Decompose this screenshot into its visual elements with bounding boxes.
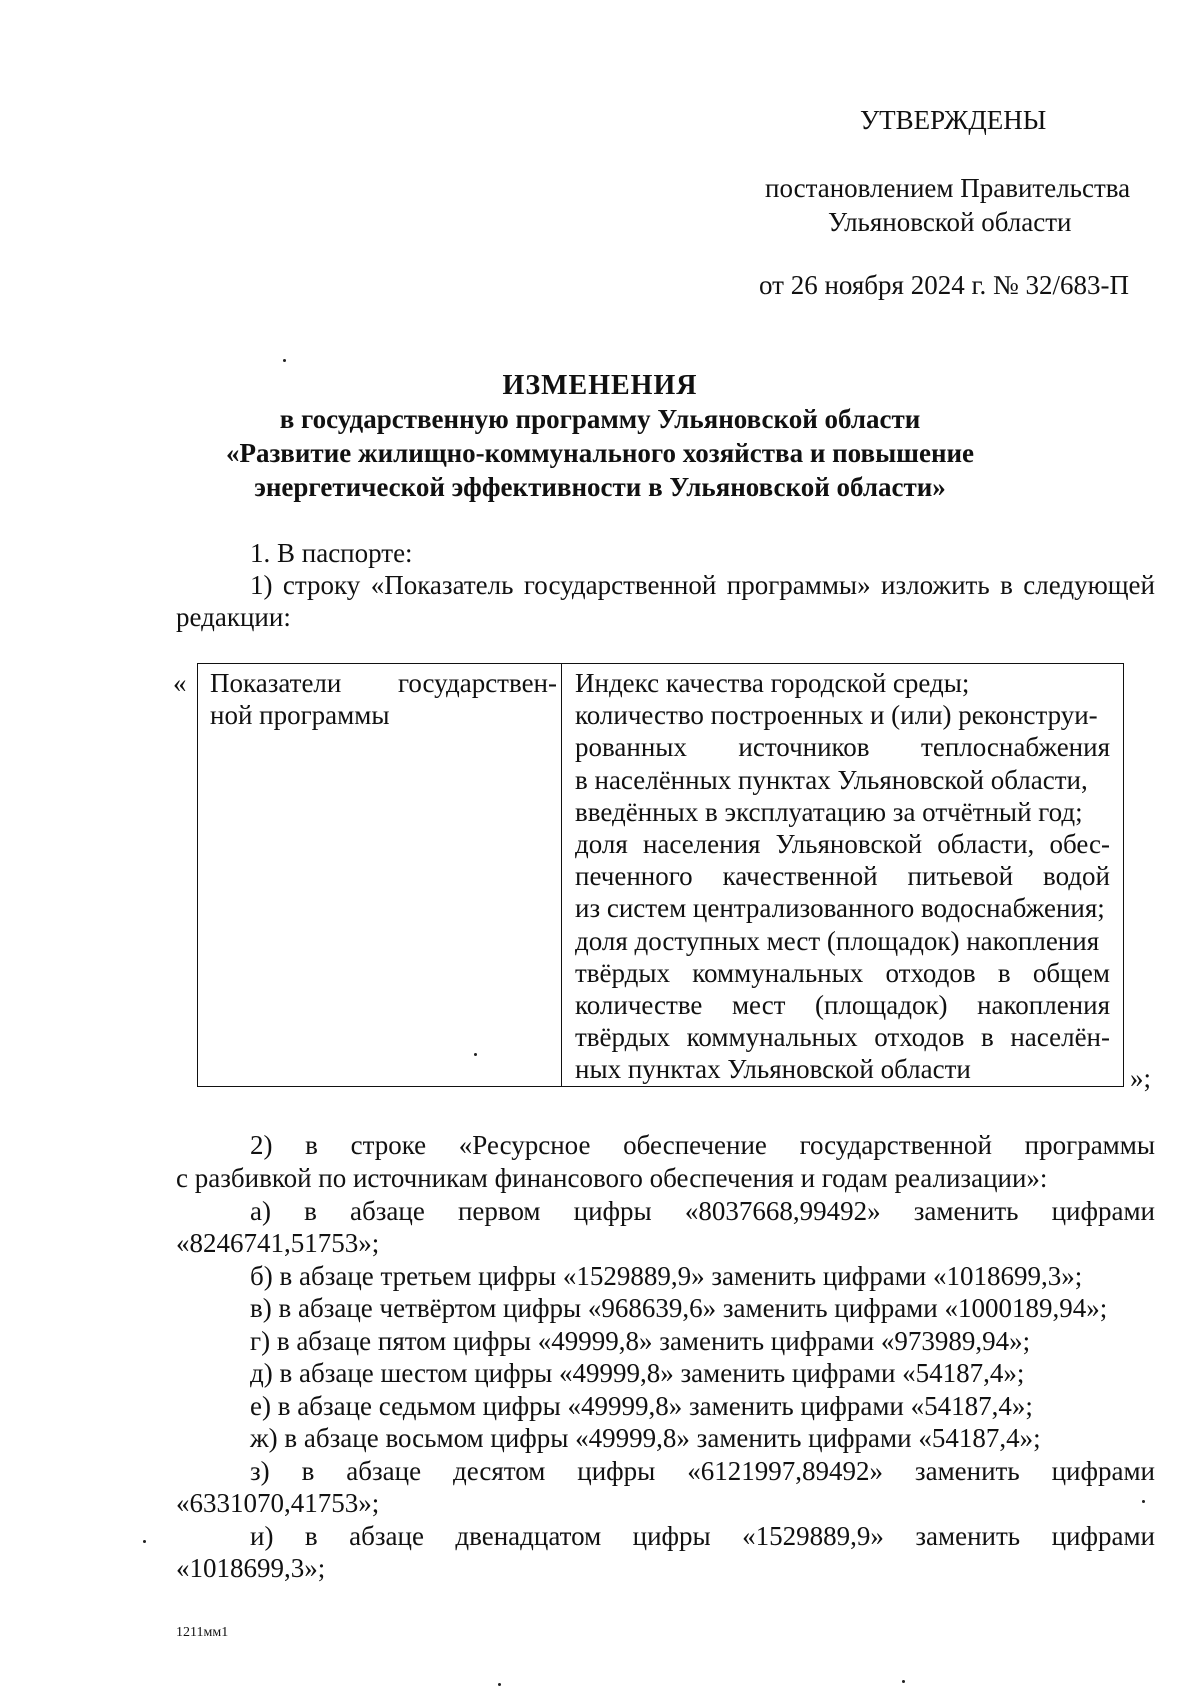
item-2-g: г) в абзаце пятом цифры «49999,8» заменить цифрами «973989,94»; [250,1326,1031,1356]
footer-code: 1211мм1 [176,1625,229,1640]
section-1-item-1-line-2: редакции: [176,602,291,632]
item-2-a-line-2: «8246741,51753»; [176,1228,380,1258]
scan-speck [143,1540,146,1543]
item-2-b: б) в абзаце третьем цифры «1529889,9» заменить цифрами «1018699,3»; [250,1261,1083,1291]
item-2-i-line-2: «1018699,3»; [176,1553,326,1583]
table-close-quote: »; [1130,1063,1152,1093]
table-right-line: из систем централизованного водоснабжения; [575,893,1105,924]
table-left-line: Показатели государствен- [210,668,557,698]
table-right-line: доля населения Ульяновской области, обес- [575,829,1110,859]
table-right-line: Индекс качества городской среды; [575,668,970,698]
item-2-e: е) в абзаце седьмом цифры «49999,8» заменить цифрами «54187,4»; [250,1391,1033,1421]
table-right-line: количество построенных и (или) реконструи- [575,700,1098,731]
scan-speck [902,1680,905,1683]
approval-line-1: постановлением Правительства [765,173,1131,203]
table-right-line: твёрдых коммунальных отходов в населён- [575,1022,1110,1053]
approval-line-2: Ульяновской области [828,207,1072,237]
table-open-quote: « [173,668,187,698]
table-left-line: ной программы [210,700,390,731]
table-right-line: печенного качественной питьевой водой [575,861,1110,892]
table-right-line: твёрдых коммунальных отходов в общем [575,957,1110,988]
item-2-i-line-1: и) в абзаце двенадцатом цифры «1529889,9» заменить цифрами [250,1521,1155,1551]
scan-speck [283,359,286,362]
table-right-line: доля доступных мест (площадок) накопления [575,925,1100,956]
item-2-line-1: 2) в строке «Ресурсное обеспечение государственной программы [250,1130,1155,1160]
item-2-z-line-1: з) в абзаце десятом цифры «6121997,89492» заменить цифрами [250,1456,1155,1486]
approval-date: от 26 ноября 2024 г. № 32/683-П [759,270,1129,300]
item-2-a-line-1: а) в абзаце первом цифры «8037668,99492» заменить цифрами [250,1196,1155,1226]
item-2-line-2: с разбивкой по источникам финансового обеспечения и годам реализации»: [176,1163,1048,1193]
scan-speck [1142,1500,1145,1503]
section-1-item-1-line-1: 1) строку «Показатель государственной программы» изложить в следующей [250,570,1155,600]
item-2-d: д) в абзаце шестом цифры «49999,8» заменить цифрами «54187,4»; [250,1358,1025,1388]
heading-subtitle-2: «Развитие жилищно-коммунального хозяйства и повышение [225,438,975,468]
item-2-z-line-2: «6331070,41753»; [176,1488,380,1518]
table-right-line: введённых в эксплуатацию за отчётный год; [575,796,1083,827]
table-right-line: количестве мест (площадок) накопления [575,990,1110,1020]
table-right-line: в населённых пунктах Ульяновской области, [575,764,1088,795]
table-right-line: рованных источников теплоснабжения [575,732,1110,763]
approval-title: УТВЕРЖДЕНЫ [860,105,1047,135]
document-title: ИЗМЕНЕНИЯ [502,370,698,401]
item-2-v: в) в абзаце четвёртом цифры «968639,6» заменить цифрами «1000189,94»; [250,1293,1108,1323]
section-1-title: 1. В паспорте: [250,538,413,568]
scan-speck [474,1053,477,1056]
heading-subtitle-1: в государственную программу Ульяновской области [279,404,921,434]
item-2-zh: ж) в абзаце восьмом цифры «49999,8» заменить цифрами «54187,4»; [250,1423,1041,1453]
heading-subtitle-3: энергетической эффективности в Ульяновской области» [254,472,946,502]
scan-speck [498,1683,501,1686]
table-right-line: ных пунктах Ульяновской области [575,1054,971,1085]
